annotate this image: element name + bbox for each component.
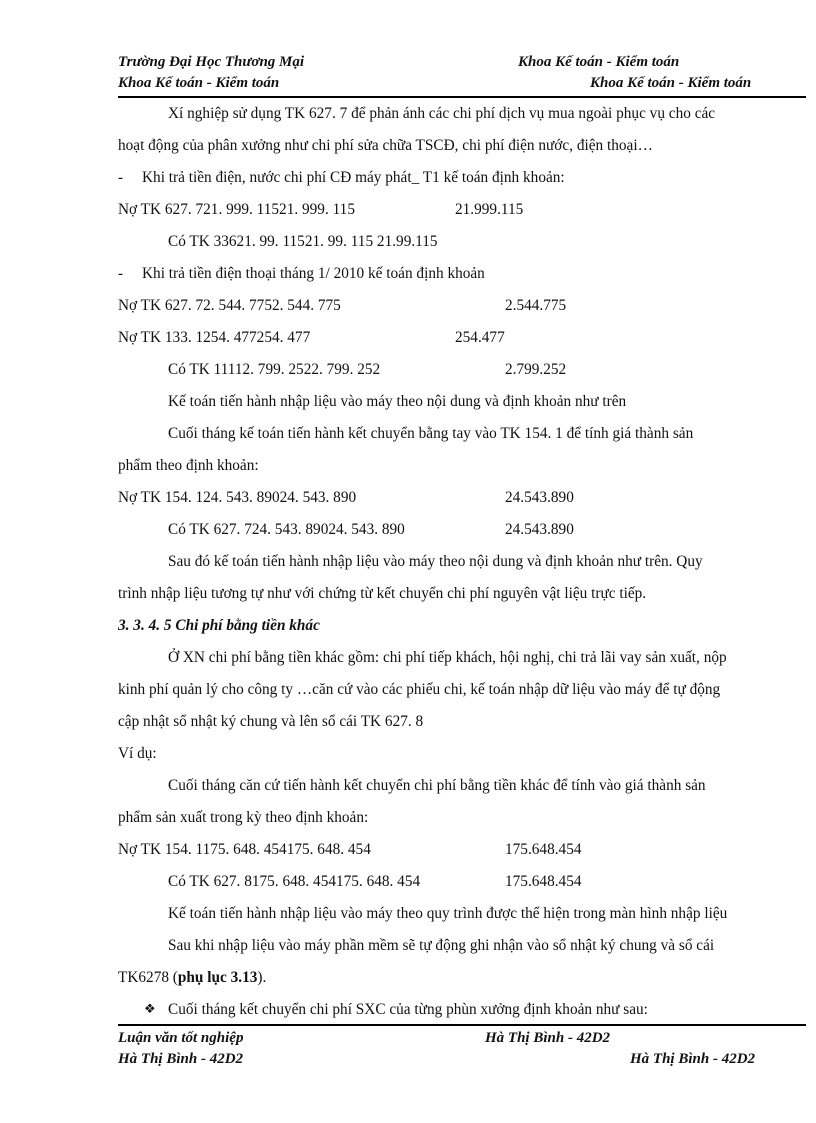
- entry-4-debit-amount: 175.648.454: [505, 841, 582, 858]
- bullet-item-sxc: Cuối tháng kết chuyển chi phí SXC của từng phùn xưởng định khoản như sau:: [168, 1001, 648, 1018]
- entry-4-credit: Có TK 627. 8175. 648. 454175. 648. 454: [168, 873, 421, 890]
- section-heading: 3. 3. 4. 5 Chi phí bằng tiền khác: [118, 617, 320, 634]
- entry-3-debit: Nợ TK 154. 124. 543. 89024. 543. 890: [118, 489, 357, 506]
- header-faculty-left: Khoa Kế toán - Kiểm toán: [118, 75, 280, 91]
- footer-author-left: Hà Thị Bình - 42D2: [118, 1051, 244, 1067]
- entry-4-credit-amount: 175.648.454: [505, 873, 582, 890]
- paragraph-6-line-1: Cuối tháng căn cứ tiến hành kết chuyển chi phí bằng tiền khác để tính vào giá thành sản: [168, 777, 706, 794]
- footer-author-right: Hà Thị Bình - 42D2: [485, 1030, 611, 1046]
- entry-2-debit-1: Nợ TK 627. 72. 544. 7752. 544. 775: [118, 297, 341, 314]
- diamond-bullet-icon: ❖: [144, 1001, 156, 1016]
- list-dash: -: [118, 265, 124, 282]
- paragraph-3-line-1: Cuối tháng kế toán tiến hành kết chuyển bằng tay vào TK 154. 1 để tính giá thành sản: [168, 425, 694, 442]
- entry-2-debit-1-amount: 2.544.775: [505, 297, 567, 314]
- list-dash: -: [118, 169, 124, 186]
- entry-3-debit-amount: 24.543.890: [505, 489, 574, 506]
- paragraph-2: Kế toán tiến hành nhập liệu vào máy theo nội dung và định khoản như trên: [168, 393, 627, 410]
- paragraph-4-line-1: Sau đó kế toán tiến hành nhập liệu vào máy theo nội dung và định khoản như trên. Quy: [168, 553, 703, 570]
- paragraph-8-suffix: ).: [257, 969, 267, 986]
- paragraph-1-line-1: Xí nghiệp sử dụng TK 627. 7 để phản ánh các chi phí dịch vụ mua ngoài phục vụ cho các: [168, 105, 716, 122]
- entry-1-debit-amount: 21.999.115: [455, 201, 524, 218]
- footer-author-right-2: Hà Thị Bình - 42D2: [630, 1051, 756, 1067]
- paragraph-8-line-2: [118, 968, 266, 988]
- entry-2-credit-amount: 2.799.252: [505, 361, 567, 378]
- paragraph-5-line-2: kinh phí quản lý cho công ty …căn cứ vào các phiếu chi, kế toán nhập dữ liệu vào máy để tự động: [118, 681, 721, 698]
- paragraph-1-line-2: hoạt động của phân xưởng như chi phí sửa chữa TSCĐ, chi phí điện nước, điện thoại…: [118, 137, 653, 154]
- paragraph-8-line-1: Sau khi nhập liệu vào máy phần mềm sẽ tự động ghi nhận vào sổ nhật ký chung và sổ cái: [168, 937, 715, 954]
- paragraph-7: Kế toán tiến hành nhập liệu vào máy theo quy trình được thể hiện trong màn hình nhập liệu: [168, 905, 728, 922]
- appendix-reference: phụ lục 3.13: [177, 969, 258, 986]
- entry-1-credit: Có TK 33621. 99. 11521. 99. 115 21.99.115: [168, 233, 438, 250]
- entry-2-debit-2: Nợ TK 133. 1254. 477254. 477: [118, 329, 311, 346]
- entry-2-debit-2-amount: 254.477: [455, 329, 505, 346]
- entry-1-debit: Nợ TK 627. 721. 999. 11521. 999. 115: [118, 201, 355, 218]
- header-school-name: Trường Đại Học Thương Mại: [118, 54, 305, 70]
- paragraph-6-line-2: phẩm sản xuất trong kỳ theo định khoản:: [118, 809, 369, 826]
- paragraph-5-line-1: Ở XN chi phí bằng tiền khác gồm: chi phí tiếp khách, hội nghị, chi trả lãi vay sản xuất, nộp: [168, 649, 727, 666]
- entry-3-credit-amount: 24.543.890: [505, 521, 574, 538]
- footer-thesis-label: Luận văn tốt nghiệp: [118, 1030, 244, 1046]
- entry-2-credit: Có TK 11112. 799. 2522. 799. 252: [168, 361, 381, 378]
- list-item-telephone: Khi trả tiền điện thoại tháng 1/ 2010 kế toán định khoản: [142, 265, 485, 282]
- entry-4-debit: Nợ TK 154. 1175. 648. 454175. 648. 454: [118, 841, 371, 858]
- footer-rule: [118, 1024, 806, 1026]
- header-faculty-right-2: Khoa Kế toán - Kiểm toán: [590, 75, 752, 91]
- header-rule: [118, 96, 806, 98]
- paragraph-8-prefix: TK6278 (: [118, 969, 178, 986]
- example-label: Ví dụ:: [118, 745, 157, 762]
- header-faculty-right: Khoa Kế toán - Kiểm toán: [518, 54, 680, 70]
- list-item-electricity: Khi trả tiền điện, nước chi phí CĐ máy phát_ T1 kế toán định khoản:: [142, 169, 565, 186]
- paragraph-4-line-2: trình nhập liệu tương tự như với chứng từ kết chuyển chi phí nguyên vật liệu trực tiếp.: [118, 585, 647, 602]
- paragraph-3-line-2: phẩm theo định khoản:: [118, 457, 259, 474]
- entry-3-credit: Có TK 627. 724. 543. 89024. 543. 890: [168, 521, 405, 538]
- paragraph-5-line-3: cập nhật sổ nhật ký chung và lên sổ cái TK 627. 8: [118, 713, 424, 730]
